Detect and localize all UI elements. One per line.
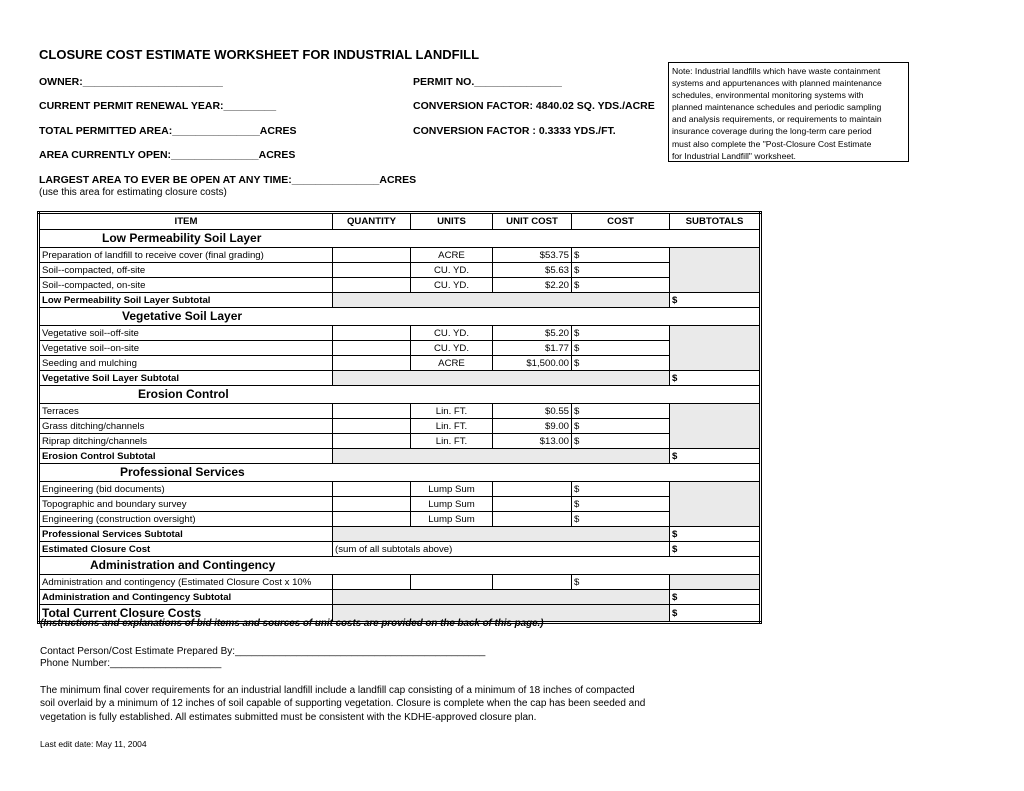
subtotal-row bbox=[39, 449, 761, 464]
post-closure-note-box bbox=[668, 62, 909, 162]
cost-cell[interactable]: $ bbox=[572, 575, 670, 590]
instructions-note: (Instructions and explanations of bid items and sources of unit costs are provided on the back of this page.) bbox=[40, 618, 544, 629]
cost-cell[interactable]: $ bbox=[572, 419, 670, 434]
column-header-subtotals: SUBTOTALS bbox=[670, 213, 761, 230]
total-permitted-area-field: TOTAL PERMITTED AREA:_______________ACRES bbox=[39, 125, 297, 137]
unit-cost-cell[interactable] bbox=[493, 512, 572, 527]
table-row bbox=[39, 248, 761, 263]
item-cell: Administration and contingency (Estimated Closure Cost x 10% bbox=[39, 575, 333, 590]
item-cell: Seeding and mulching bbox=[39, 356, 333, 371]
contact-person-field: Contact Person/Cost Estimate Prepared By:_____________________________________________ bbox=[40, 646, 486, 657]
subtotal-value[interactable]: $ bbox=[670, 590, 761, 605]
subtotal-label: Professional Services Subtotal bbox=[39, 527, 333, 542]
cost-cell[interactable]: $ bbox=[572, 497, 670, 512]
estimated-closure-cost-note: (sum of all subtotals above) bbox=[333, 542, 670, 557]
table-row bbox=[39, 512, 761, 527]
subtotal-shaded-cell bbox=[333, 527, 670, 542]
table-row bbox=[39, 326, 761, 341]
note-line: systems and appurtenances with planned maintenance bbox=[672, 78, 882, 89]
paragraph-line: soil overlaid by a minimum of 12 inches of soil capable of supporting vegetation. Closure is complete when the cap has been seeded and bbox=[40, 698, 646, 710]
table-row bbox=[39, 419, 761, 434]
subtotal-shaded-cell bbox=[333, 590, 670, 605]
table-row bbox=[39, 263, 761, 278]
section-title-erosion-control: Erosion Control bbox=[39, 386, 761, 404]
note-line: for Industrial Landfill" worksheet. bbox=[672, 150, 796, 161]
units-cell: Lin. FT. bbox=[411, 434, 493, 449]
subtotal-value[interactable]: $ bbox=[670, 527, 761, 542]
quantity-cell[interactable] bbox=[333, 482, 411, 497]
cost-cell[interactable]: $ bbox=[572, 434, 670, 449]
table-header-row bbox=[39, 213, 761, 230]
item-cell: Engineering (bid documents) bbox=[39, 482, 333, 497]
subtotal-shaded-cell bbox=[333, 293, 670, 308]
units-cell: Lump Sum bbox=[411, 497, 493, 512]
unit-cost-cell: $1,500.00 bbox=[493, 356, 572, 371]
subtotal-row bbox=[39, 590, 761, 605]
cost-cell[interactable]: $ bbox=[572, 326, 670, 341]
subtotal-shaded-cell bbox=[670, 248, 761, 293]
subtotal-shaded-cell bbox=[670, 326, 761, 371]
quantity-cell[interactable] bbox=[333, 341, 411, 356]
largest-area-note: (use this area for estimating closure costs) bbox=[39, 187, 227, 198]
cost-cell[interactable]: $ bbox=[572, 356, 670, 371]
units-cell: ACRE bbox=[411, 356, 493, 371]
note-line: insurance coverage during the long-term care period bbox=[672, 126, 872, 137]
cost-cell[interactable]: $ bbox=[572, 263, 670, 278]
section-header-row bbox=[39, 557, 761, 575]
unit-cost-cell: $2.20 bbox=[493, 278, 572, 293]
subtotal-shaded-cell bbox=[670, 575, 761, 590]
unit-cost-cell: $5.63 bbox=[493, 263, 572, 278]
note-line: must also complete the "Post-Closure Cost Estimate bbox=[672, 138, 872, 149]
section-header-row bbox=[39, 464, 761, 482]
table-row bbox=[39, 497, 761, 512]
table-row bbox=[39, 575, 761, 590]
subtotal-row bbox=[39, 371, 761, 386]
table-row bbox=[39, 356, 761, 371]
subtotal-row bbox=[39, 527, 761, 542]
subtotal-shaded-cell bbox=[670, 404, 761, 449]
area-currently-open-field: AREA CURRENTLY OPEN:_______________ACRES bbox=[39, 149, 296, 161]
quantity-cell[interactable] bbox=[333, 512, 411, 527]
item-cell: Riprap ditching/channels bbox=[39, 434, 333, 449]
column-header-units: UNITS bbox=[411, 213, 493, 230]
table-row bbox=[39, 482, 761, 497]
quantity-cell[interactable] bbox=[333, 497, 411, 512]
section-header-row bbox=[39, 308, 761, 326]
cost-estimate-table bbox=[37, 211, 762, 624]
unit-cost-cell: $0.55 bbox=[493, 404, 572, 419]
note-line: planned maintenance schedules and periodic sampling bbox=[672, 102, 882, 113]
unit-cost-cell: $9.00 bbox=[493, 419, 572, 434]
final-cover-requirements-paragraph bbox=[40, 684, 720, 724]
item-cell: Topographic and boundary survey bbox=[39, 497, 333, 512]
table-row bbox=[39, 434, 761, 449]
unit-cost-cell: $5.20 bbox=[493, 326, 572, 341]
units-cell: CU. YD. bbox=[411, 341, 493, 356]
table-row bbox=[39, 341, 761, 356]
section-header-row bbox=[39, 230, 761, 248]
cost-cell[interactable]: $ bbox=[572, 341, 670, 356]
largest-area-field: LARGEST AREA TO EVER BE OPEN AT ANY TIME:_______________ACRES bbox=[39, 174, 417, 186]
total-closure-costs-value[interactable]: $ bbox=[670, 605, 761, 623]
subtotal-shaded-cell bbox=[333, 371, 670, 386]
subtotal-label: Erosion Control Subtotal bbox=[39, 449, 333, 464]
item-cell: Grass ditching/channels bbox=[39, 419, 333, 434]
subtotal-value[interactable]: $ bbox=[670, 293, 761, 308]
quantity-cell[interactable] bbox=[333, 356, 411, 371]
unit-cost-cell: $1.77 bbox=[493, 341, 572, 356]
units-cell: Lump Sum bbox=[411, 512, 493, 527]
units-cell: CU. YD. bbox=[411, 263, 493, 278]
subtotal-label: Low Permeability Soil Layer Subtotal bbox=[39, 293, 333, 308]
subtotal-shaded-cell bbox=[670, 482, 761, 527]
units-cell: CU. YD. bbox=[411, 278, 493, 293]
subtotal-row bbox=[39, 293, 761, 308]
item-cell: Preparation of landfill to receive cover (final grading) bbox=[39, 248, 333, 263]
units-cell bbox=[411, 575, 493, 590]
paragraph-line: vegetation is fully established. All estimates submitted must be consistent with the KDHE-approved closure plan. bbox=[40, 711, 537, 723]
column-header-unit-cost: UNIT COST bbox=[493, 213, 572, 230]
estimated-closure-cost-value[interactable]: $ bbox=[670, 542, 761, 557]
item-cell: Terraces bbox=[39, 404, 333, 419]
item-cell: Soil--compacted, off-site bbox=[39, 263, 333, 278]
subtotal-value[interactable]: $ bbox=[670, 371, 761, 386]
unit-cost-cell[interactable] bbox=[493, 482, 572, 497]
permit-no-field: PERMIT NO._______________ bbox=[413, 76, 562, 88]
subtotal-value[interactable]: $ bbox=[670, 449, 761, 464]
units-cell: ACRE bbox=[411, 248, 493, 263]
estimated-closure-cost-row bbox=[39, 542, 761, 557]
subtotal-label: Administration and Contingency Subtotal bbox=[39, 590, 333, 605]
table-row bbox=[39, 404, 761, 419]
quantity-cell[interactable] bbox=[333, 278, 411, 293]
subtotal-shaded-cell bbox=[333, 449, 670, 464]
note-line: and analysis requirements, or requirements to maintain bbox=[672, 114, 882, 125]
section-header-row bbox=[39, 386, 761, 404]
quantity-cell[interactable] bbox=[333, 248, 411, 263]
cost-cell[interactable]: $ bbox=[572, 404, 670, 419]
unit-cost-cell bbox=[493, 575, 572, 590]
permit-renewal-year-field: CURRENT PERMIT RENEWAL YEAR:_________ bbox=[39, 100, 277, 112]
units-cell: Lump Sum bbox=[411, 482, 493, 497]
unit-cost-cell: $13.00 bbox=[493, 434, 572, 449]
unit-cost-cell[interactable] bbox=[493, 497, 572, 512]
cost-cell[interactable]: $ bbox=[572, 482, 670, 497]
units-cell: Lin. FT. bbox=[411, 404, 493, 419]
item-cell: Engineering (construction oversight) bbox=[39, 512, 333, 527]
quantity-cell[interactable] bbox=[333, 434, 411, 449]
note-line: Note: Industrial landfills which have waste containment bbox=[672, 66, 881, 76]
conversion-factor-ft: CONVERSION FACTOR : 0.3333 YDS./FT. bbox=[413, 125, 616, 137]
cost-cell[interactable]: $ bbox=[572, 278, 670, 293]
subtotal-label: Vegetative Soil Layer Subtotal bbox=[39, 371, 333, 386]
column-header-quantity: QUANTITY bbox=[333, 213, 411, 230]
quantity-cell[interactable] bbox=[333, 575, 411, 590]
column-header-cost: COST bbox=[572, 213, 670, 230]
quantity-cell[interactable] bbox=[333, 326, 411, 341]
cost-cell[interactable]: $ bbox=[572, 512, 670, 527]
item-cell: Soil--compacted, on-site bbox=[39, 278, 333, 293]
phone-number-field: Phone Number:____________________ bbox=[40, 658, 222, 669]
quantity-cell[interactable] bbox=[333, 404, 411, 419]
item-cell: Vegetative soil--on-site bbox=[39, 341, 333, 356]
column-header-item: ITEM bbox=[39, 213, 333, 230]
quantity-cell[interactable] bbox=[333, 263, 411, 278]
unit-cost-cell: $53.75 bbox=[493, 248, 572, 263]
section-title-professional-services: Professional Services bbox=[39, 464, 761, 482]
quantity-cell[interactable] bbox=[333, 419, 411, 434]
note-line: schedules, environmental monitoring systems with bbox=[672, 90, 864, 101]
last-edit-date: Last edit date: May 11, 2004 bbox=[40, 739, 147, 749]
total-closure-costs-label: Total Current Closure Costs bbox=[39, 605, 333, 623]
item-cell: Vegetative soil--off-site bbox=[39, 326, 333, 341]
conversion-factor-acre: CONVERSION FACTOR: 4840.02 SQ. YDS./ACRE bbox=[413, 100, 655, 112]
estimated-closure-cost-label: Estimated Closure Cost bbox=[39, 542, 333, 557]
units-cell: CU. YD. bbox=[411, 326, 493, 341]
cost-cell[interactable]: $ bbox=[572, 248, 670, 263]
section-title-administration: Administration and Contingency bbox=[39, 557, 761, 575]
units-cell: Lin. FT. bbox=[411, 419, 493, 434]
section-title-vegetative: Vegetative Soil Layer bbox=[39, 308, 761, 326]
section-title-low-permeability: Low Permeability Soil Layer bbox=[39, 230, 761, 248]
page-title: CLOSURE COST ESTIMATE WORKSHEET FOR INDUSTRIAL LANDFILL bbox=[39, 47, 480, 62]
owner-field: OWNER:________________________ bbox=[39, 76, 223, 88]
paragraph-line: The minimum final cover requirements for an industrial landfill include a landfill cap consisting of a minimum of 18 inches of compacted bbox=[40, 685, 635, 696]
table-row bbox=[39, 278, 761, 293]
